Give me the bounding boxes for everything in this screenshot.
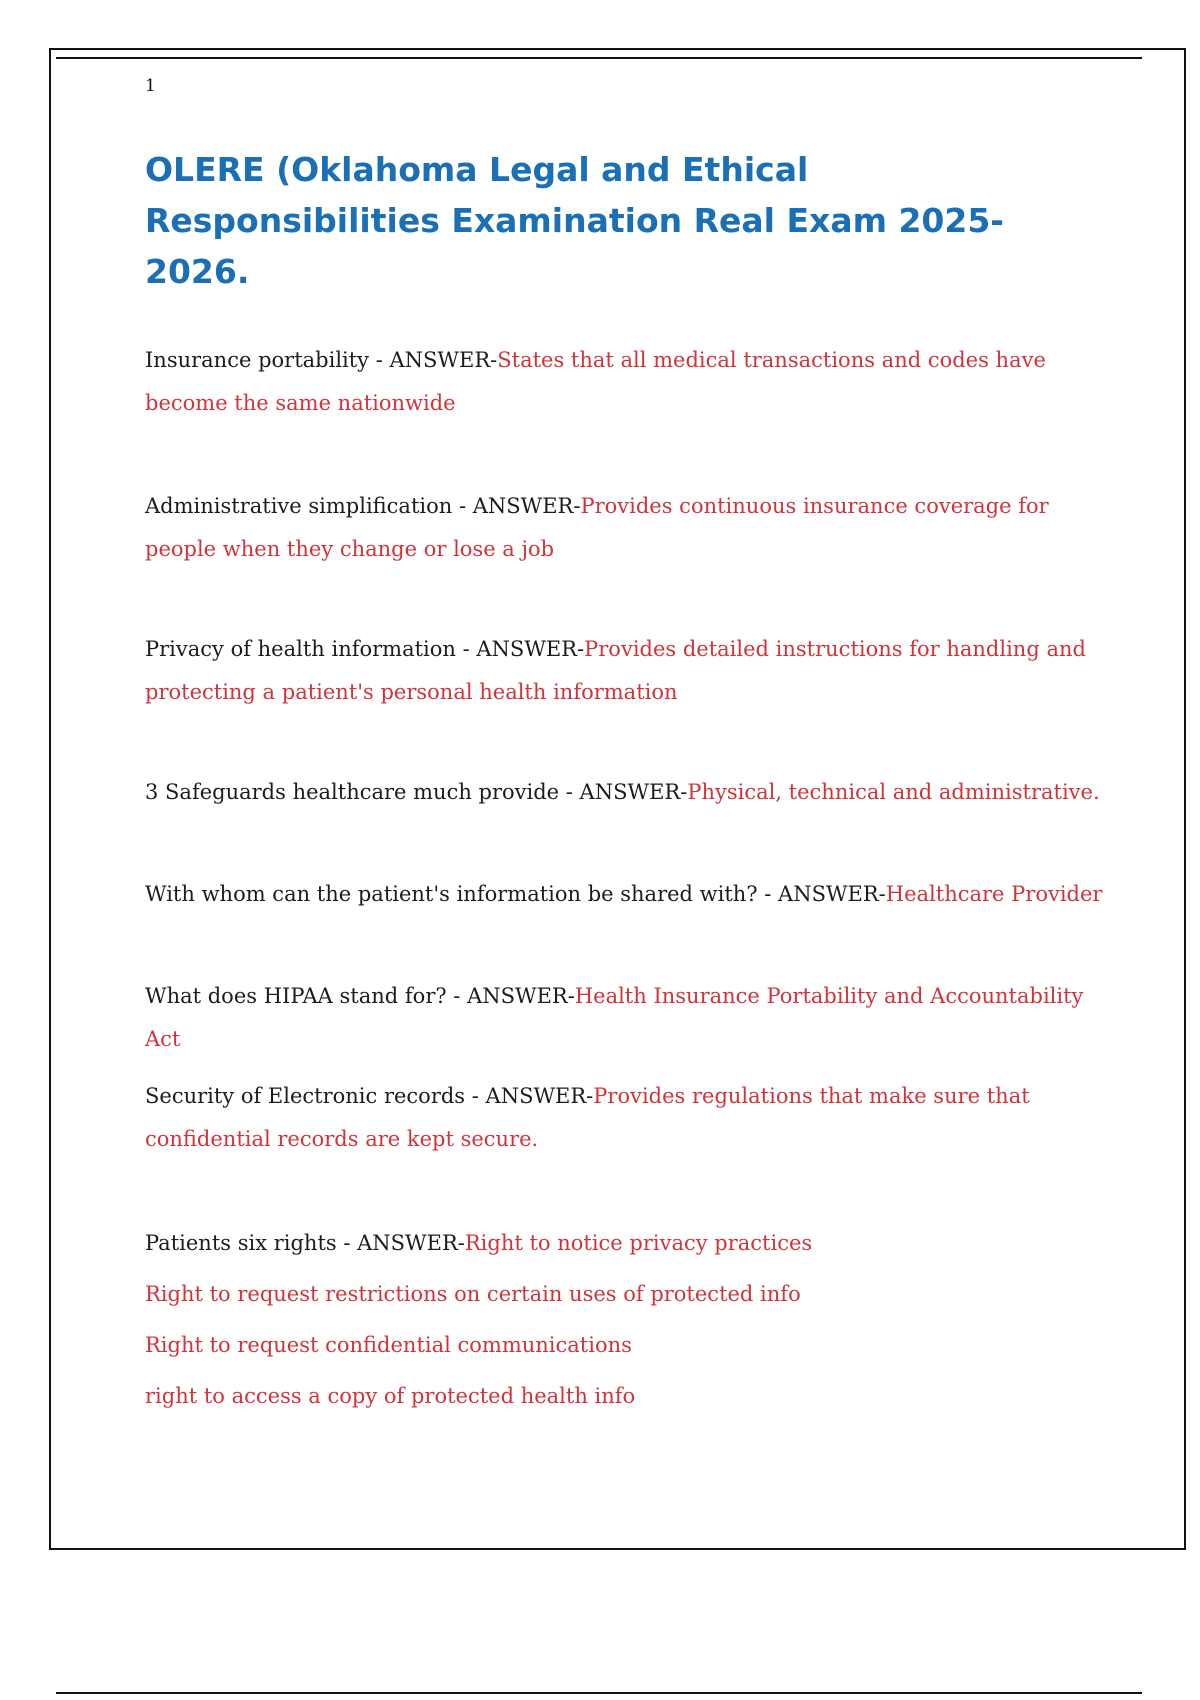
qa-item-privacy-of-health-information: [145, 628, 1105, 714]
qa-item-patients-six-rights: [145, 1218, 1105, 1422]
qa-answer: Provides regulations that make sure that confidential records are kept secure.: [145, 1084, 1030, 1151]
qa-answer: Physical, technical and administrative.: [687, 780, 1100, 804]
qa-answer: Right to notice privacy practices: [464, 1231, 813, 1255]
qa-question: Security of Electronic records - ANSWER-: [145, 1084, 594, 1108]
qa-item-administrative-simplification: [145, 485, 1105, 571]
page-number: 1: [145, 76, 156, 96]
qa-item-security-of-electronic-records: [145, 1075, 1105, 1161]
qa-item-hipaa-meaning: [145, 975, 1105, 1061]
qa-answer: States that all medical transactions and codes have become the same nationwide: [145, 348, 1046, 415]
qa-answer: Health Insurance Portability and Accountability Act: [145, 984, 1084, 1051]
qa-question: Administrative simplification - ANSWER-: [145, 494, 581, 518]
rights-list-item: right to access a copy of protected health info: [145, 1384, 636, 1408]
qa-question: Patients six rights - ANSWER-: [145, 1231, 465, 1255]
top-rule: [56, 57, 1142, 59]
qa-item-insurance-portability: [145, 339, 1105, 425]
qa-answer: Provides detailed instructions for handling and protecting a patient's personal health information: [145, 637, 1086, 704]
document-title: OLERE (Oklahoma Legal and Ethical Responsibilities Examination Real Exam 2025-2026.: [145, 150, 1004, 291]
qa-question: What does HIPAA stand for? - ANSWER-: [145, 984, 575, 1008]
rights-list-item: Right to request confidential communications: [145, 1333, 632, 1357]
rights-list-item: Right to request restrictions on certain uses of protected info: [145, 1282, 801, 1306]
qa-answer: Provides continuous insurance coverage for people when they change or lose a job: [145, 494, 1049, 561]
qa-question: Insurance portability - ANSWER-: [145, 348, 498, 372]
qa-question: Privacy of health information - ANSWER-: [145, 637, 585, 661]
bottom-rule: [56, 1692, 1142, 1694]
qa-answer: Healthcare Provider: [885, 882, 1103, 906]
qa-question: With whom can the patient's information be shared with? - ANSWER-: [145, 882, 886, 906]
qa-question: 3 Safeguards healthcare much provide - ANSWER-: [145, 780, 688, 804]
qa-item-three-safeguards: [145, 771, 1105, 814]
qa-item-information-sharing: [145, 873, 1105, 916]
